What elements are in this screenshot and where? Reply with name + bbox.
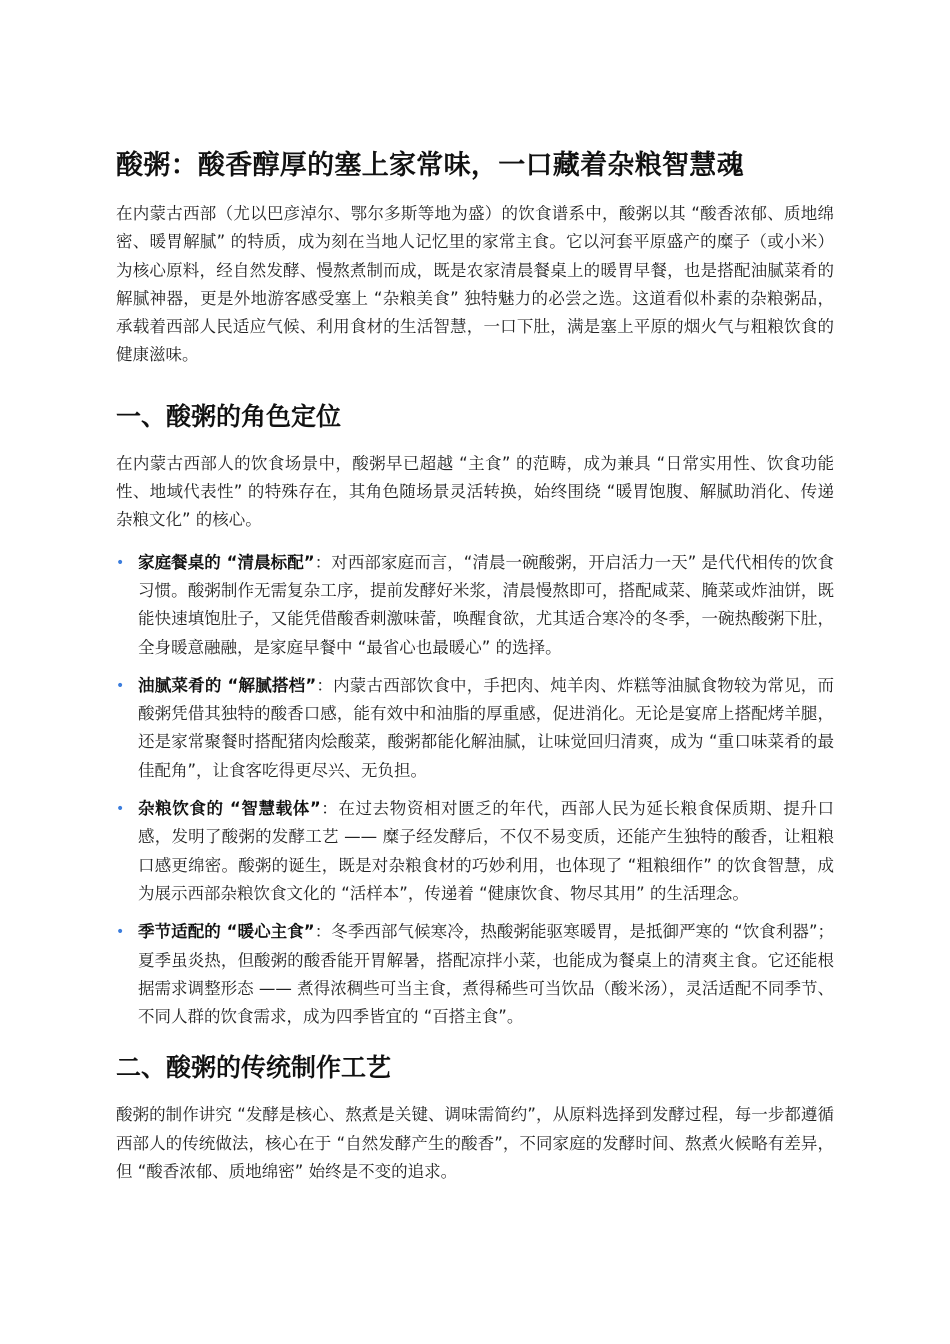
list-item-lead: 油腻菜肴的 “解腻搭档” bbox=[138, 675, 317, 695]
list-item-text: ：内蒙古西部饮食中，手把肉、炖羊肉、炸糕等油腻食物较为常见，而酸粥凭借其独特的酸香口感，能有效中和油脂的厚重感，促进消化。无论是宴席上搭配烤羊腿，还是家常聚餐时搭配猪肉烩酸菜，酸粥都能化解油腻，让味觉回归清爽，成为 “重口味菜肴的最佳配角”，让食客吃得更尽兴、无负担。 bbox=[138, 675, 835, 780]
list-item-text: ：冬季西部气候寒冷，热酸粥能驱寒暖胃，是抵御严寒的 “饮食利器”；夏季虽炎热，但酸粥的酸香能开胃解暑，搭配凉拌小菜，也能成为餐桌上的清爽主食。它还能根据需求调整形态 —— 煮得浓稠些可当主食，煮得稀些可当饮品（酸米汤），灵活适配不同季节、不同人群的饮食需求，成为四季皆宜的 “百搭主食”。 bbox=[138, 922, 835, 1027]
bullet-icon: • bbox=[116, 924, 125, 941]
list-item-lead: 家庭餐桌的 “清晨标配” bbox=[138, 552, 315, 572]
section-heading-role: 一、酸粥的角色定位 bbox=[116, 401, 342, 431]
intro-paragraph: 在内蒙古西部（尤以巴彦淖尔、鄂尔多斯等地为盛）的饮食谱系中，酸粥以其 “酸香浓郁、质地绵密、暖胃解腻” 的特质，成为刻在当地人记忆里的家常主食。它以河套平原盛产的糜子（或小米）为核心原料，经自然发酵、慢熬煮制而成，既是农家清晨餐桌上的暖胃早餐，也是搭配油腻菜肴的解腻神器，更是外地游客感受塞上 “杂粮美食” 独特魅力的必尝之选。这道看似朴素的杂粮粥品，承载着西部人民适应气候、利用食材的生活智慧，一口下肚，满是塞上平原的烟火气与粗粮饮食的健康滋味。 bbox=[116, 204, 834, 365]
page-title: 酸粥：酸香醇厚的塞上家常味，一口藏着杂粮智慧魂 bbox=[116, 150, 744, 181]
bullet-icon: • bbox=[116, 677, 125, 694]
list-item bbox=[116, 918, 834, 1031]
list-item-text: ：对西部家庭而言，“清晨一碗酸粥，开启活力一天” 是代代相传的饮食习惯。酸粥制作无需复杂工序，提前发酵好米浆，清晨慢熬即可，搭配咸菜、腌菜或炸油饼，既能快速填饱肚子，又能凭借酸香刺激味蕾，唤醒食欲，尤其适合寒冷的冬季，一碗热酸粥下肚，全身暖意融融，是家庭早餐中 “最省心也最暖心” 的选择。 bbox=[138, 552, 835, 657]
role-list bbox=[116, 549, 834, 1032]
section-intro-craft: 酸粥的制作讲究 “发酵是核心、熬煮是关键、调味需简约”，从原料选择到发酵过程，每一步都遵循西部人的传统做法，核心在于 “自然发酵产生的酸香”，不同家庭的发酵时间、熬煮火候略有差异，但 “酸香浓郁、质地绵密” 始终是不变的追求。 bbox=[116, 1105, 834, 1182]
bullet-icon: • bbox=[116, 801, 125, 818]
document-page bbox=[116, 146, 834, 1186]
list-item bbox=[116, 672, 834, 785]
section-intro-role: 在内蒙古西部人的饮食场景中，酸粥早已超越 “主食” 的范畴，成为兼具 “日常实用性、饮食功能性、地域代表性” 的特殊存在，其角色随场景灵活转换，始终围绕 “暖胃饱腹、解腻助消化、传递杂粮文化” 的核心。 bbox=[116, 453, 834, 530]
section-heading-craft: 二、酸粥的传统制作工艺 bbox=[116, 1053, 392, 1083]
list-item-lead: 杂粮饮食的 “智慧载体” bbox=[138, 799, 321, 819]
bullet-icon: • bbox=[116, 554, 125, 571]
list-item bbox=[116, 549, 834, 662]
list-item-text: ：在过去物资相对匮乏的年代，西部人民为延长粮食保质期、提升口感，发明了酸粥的发酵工艺 —— 糜子经发酵后，不仅不易变质，还能产生独特的酸香，让粗粮口感更绵密。酸粥的诞生，既是对杂粮食材的巧妙利用，也体现了 “粗粮细作” 的饮食智慧，成为展示西部杂粮饮食文化的 “活样本”，传递着 “健康饮食、物尽其用” 的生活理念。 bbox=[138, 799, 835, 903]
list-item bbox=[116, 795, 834, 908]
list-item-lead: 季节适配的 “暖心主食” bbox=[138, 922, 315, 942]
